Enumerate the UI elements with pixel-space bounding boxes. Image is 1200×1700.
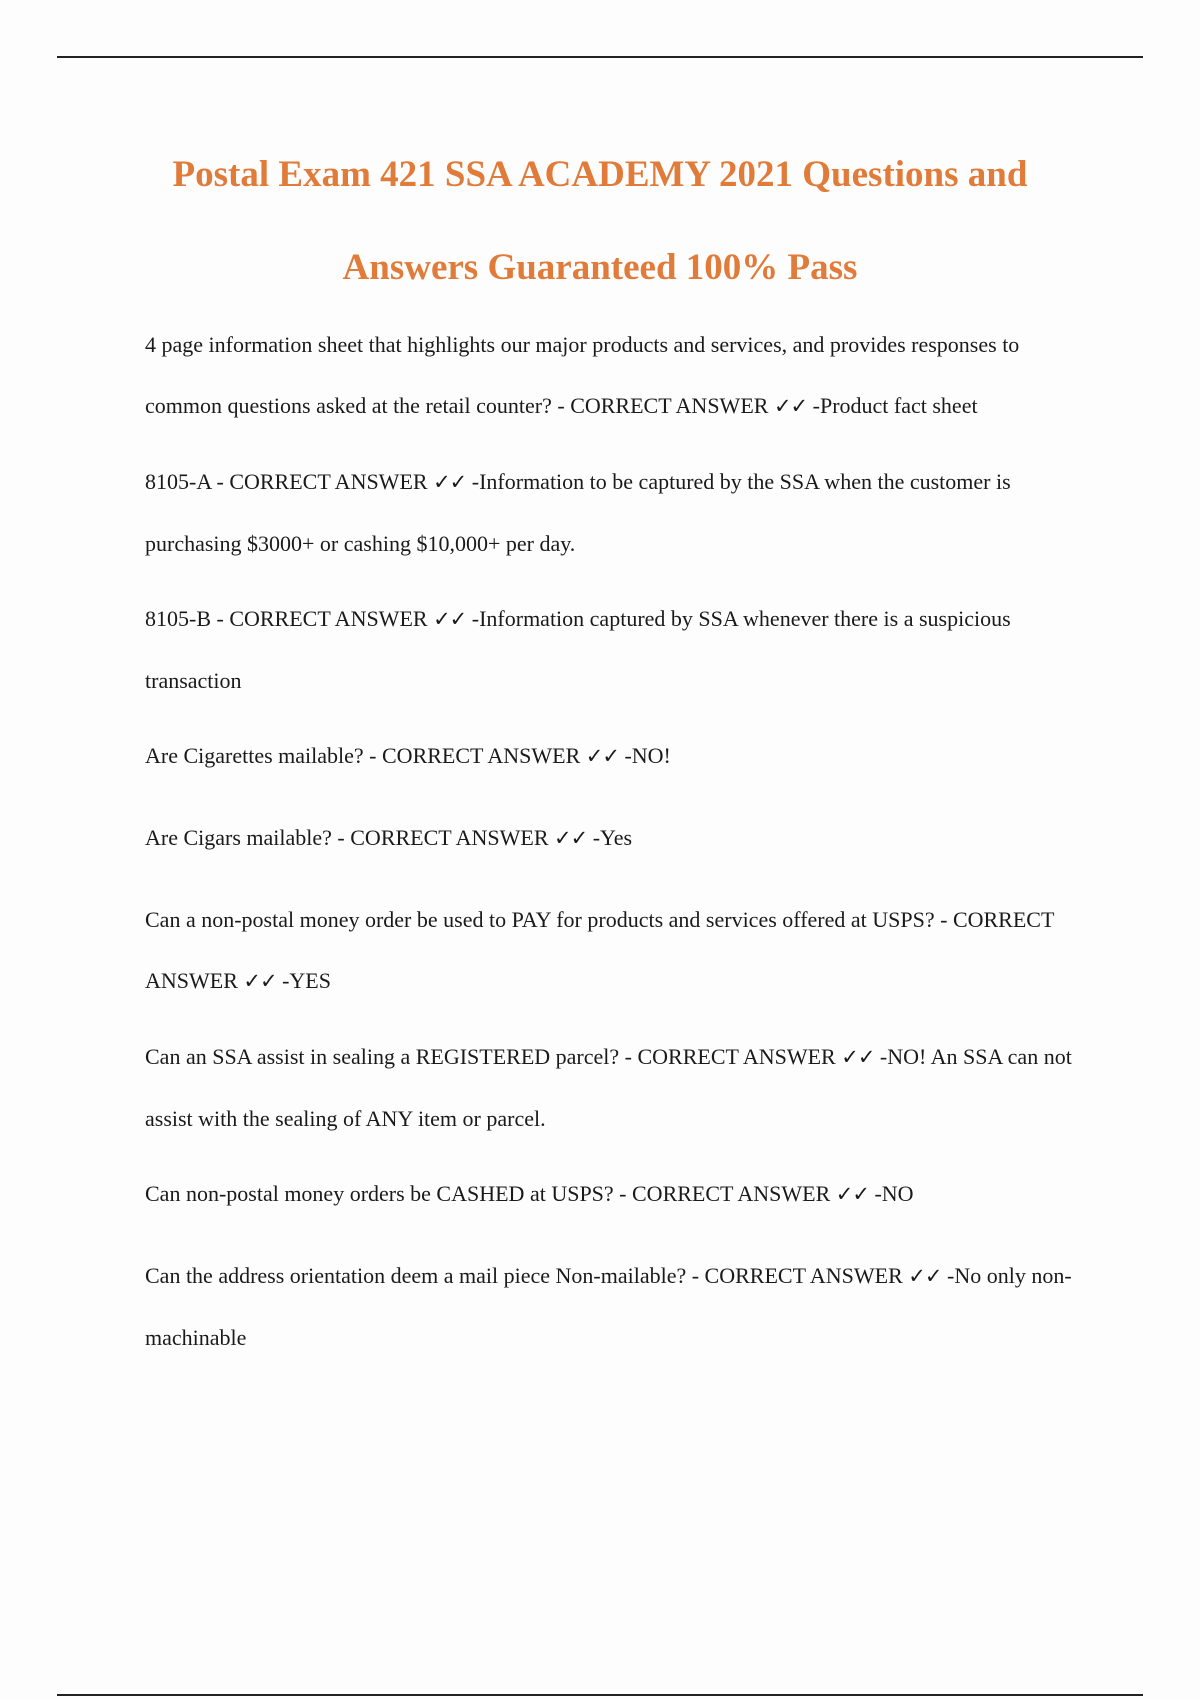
qa-answer: -Information captured by SSA whenever there is a suspicious transaction (145, 606, 1011, 693)
qa-question: Can non-postal money orders be CASHED at USPS? - CORRECT ANSWER (145, 1181, 831, 1206)
qa-question: 4 page information sheet that highlights our major products and services, and provides responses to common questions asked at the retail counter? - CORRECT ANSWER (145, 332, 1020, 418)
qa-question: 8105-B - CORRECT ANSWER (145, 606, 428, 631)
qa-item (145, 725, 1085, 787)
qa-question: Are Cigars mailable? - CORRECT ANSWER (145, 825, 549, 850)
qa-list (145, 314, 1085, 1382)
qa-item (145, 1163, 1085, 1225)
double-checkmark-icon: ✓✓ (585, 744, 619, 768)
double-checkmark-icon: ✓✓ (433, 607, 467, 631)
qa-answer: -NO! An SSA can not assist with the sealing of ANY item or parcel. (145, 1044, 1072, 1131)
qa-answer: -NO (874, 1181, 914, 1206)
double-checkmark-icon: ✓✓ (773, 394, 808, 418)
qa-item (145, 588, 1085, 711)
double-checkmark-icon: ✓✓ (841, 1045, 875, 1069)
qa-item (145, 1026, 1085, 1149)
qa-item (145, 451, 1085, 574)
qa-question: Can a non-postal money order be used to PAY for products and services offered at USPS? - CORRECT ANSWER (145, 907, 1055, 993)
qa-question: 8105-A - CORRECT ANSWER (145, 469, 428, 494)
qa-item (145, 314, 1085, 437)
double-checkmark-icon: ✓✓ (835, 1182, 869, 1206)
qa-answer: -Information to be captured by the SSA when the customer is purchasing $3000+ or cashing $10,000+ per day. (145, 469, 1011, 556)
qa-answer: -NO! (624, 743, 671, 768)
double-checkmark-icon: ✓✓ (243, 969, 277, 993)
double-checkmark-icon: ✓✓ (554, 826, 588, 850)
bottom-rule (57, 1694, 1143, 1696)
qa-item (145, 1245, 1085, 1368)
qa-question: Can an SSA assist in sealing a REGISTERED parcel? - CORRECT ANSWER (145, 1044, 836, 1069)
document-title: Postal Exam 421 SSA ACADEMY 2021 Questions and Answers Guaranteed 100% Pass (172, 154, 1028, 288)
qa-answer: -Yes (592, 825, 633, 850)
qa-question: Can the address orientation deem a mail piece Non-mailable? - CORRECT ANSWER (145, 1263, 903, 1288)
qa-answer: -YES (282, 968, 331, 993)
qa-item (145, 807, 1085, 869)
qa-answer: -Product fact sheet (812, 393, 978, 418)
qa-answer: -No only non-machinable (145, 1263, 1072, 1350)
double-checkmark-icon: ✓✓ (433, 470, 467, 494)
top-rule (57, 56, 1143, 58)
double-checkmark-icon: ✓✓ (908, 1264, 942, 1288)
qa-question: Are Cigarettes mailable? - CORRECT ANSWER (145, 743, 581, 768)
qa-item (145, 889, 1085, 1012)
